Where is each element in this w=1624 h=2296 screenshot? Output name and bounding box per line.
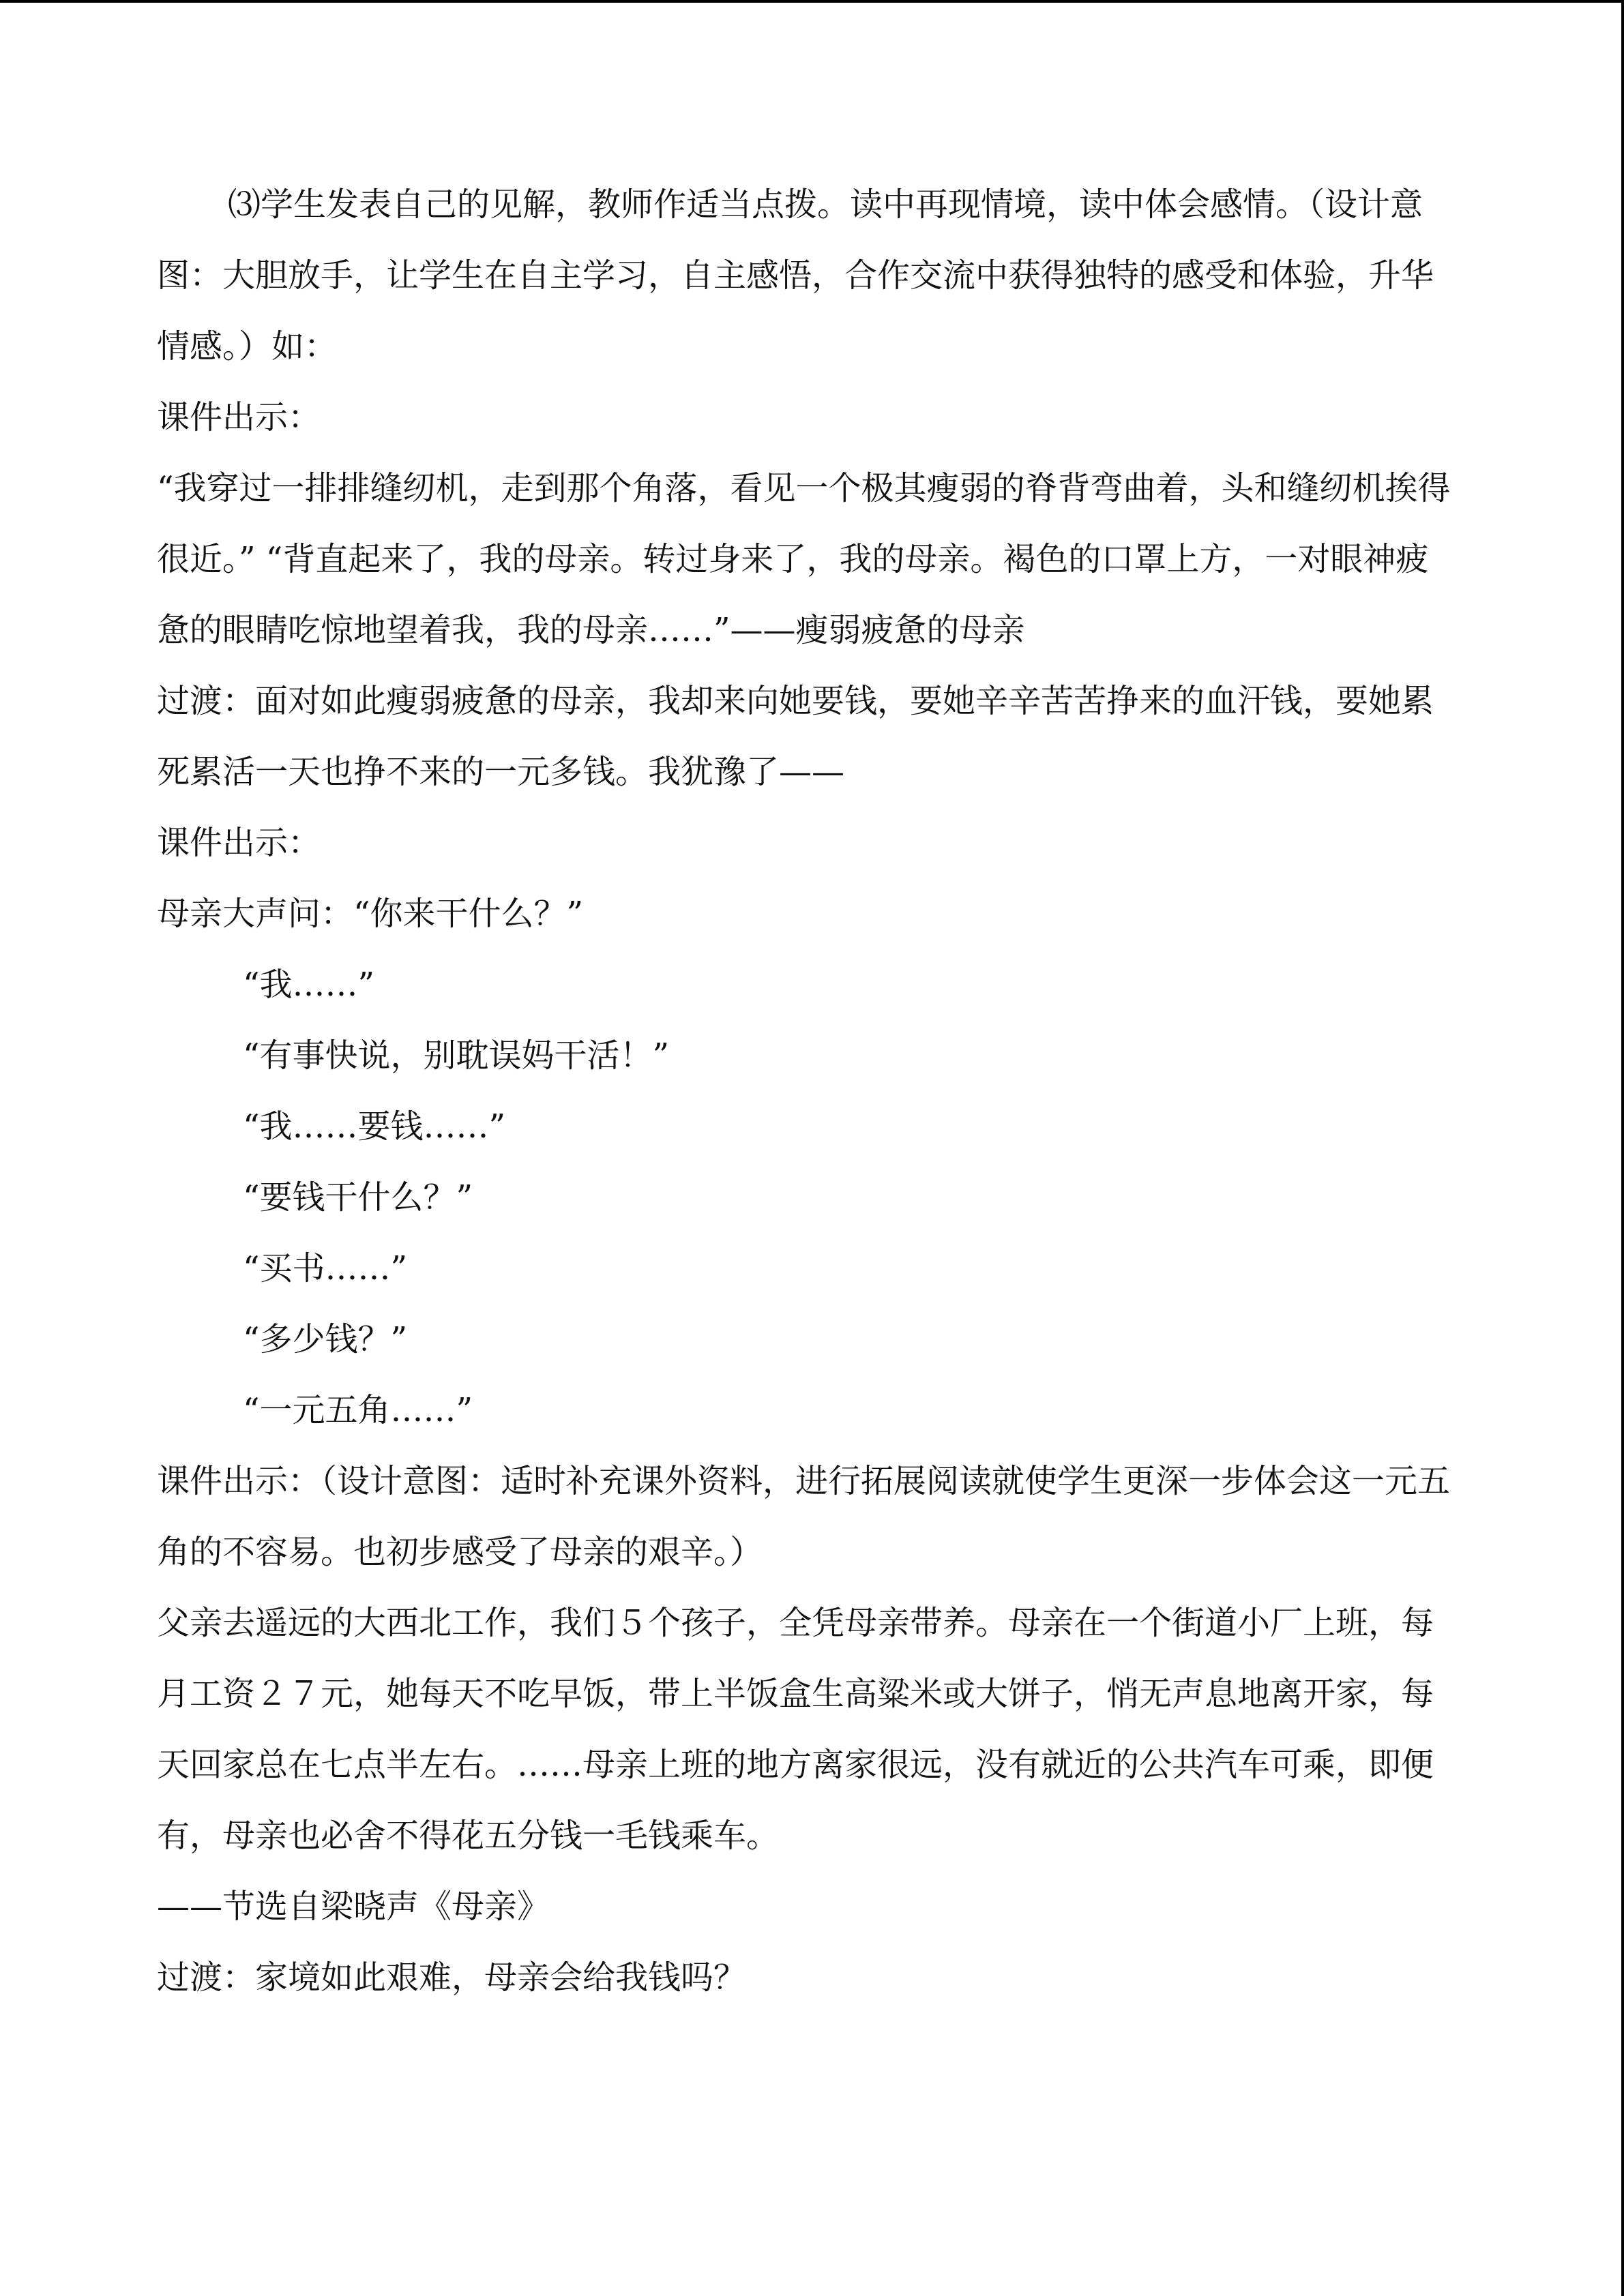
- courseware-label: 课件出示：: [157, 824, 321, 862]
- paragraph-student-views: ⑶学生发表自己的见解，教师作适当点拨。读中再现情境，读中体会感情。（设计意图：大胆放手，让学生在自主学习，自主感悟，合作交流中获得独特的感受和体验，升华情感。）如：: [157, 185, 1434, 366]
- dialog-line: “要钱干什么？”: [243, 1178, 473, 1217]
- dialog-line: “买书……”: [243, 1249, 408, 1287]
- transition-paragraph: 过渡：面对如此瘦弱疲惫的母亲，我却来向她要钱，要她辛辛苦苦挣来的血汗钱，要她累死累活一天也挣不来的一元多钱。我犹豫了——: [157, 682, 1434, 791]
- quote-mother-description: “我穿过一排排缝纫机，走到那个角落，看见一个极其瘦弱的脊背弯曲着，头和缝纫机挨得很近。” “背直起来了，我的母亲。转过身来了，我的母亲。褐色的口罩上方，一对眼神疲惫的眼睛吃惊地望着我，我的母亲……”——瘦弱疲惫的母亲: [157, 469, 1451, 649]
- page-right-border: [1621, 0, 1624, 2296]
- dialog-line: “多少钱？”: [243, 1320, 408, 1358]
- dialog-line: “我……”: [243, 966, 375, 1004]
- excerpt-source: ——节选自梁晓声《母亲》: [157, 1888, 550, 1926]
- dialog-line: 母亲大声问：“你来干什么？”: [157, 895, 584, 933]
- dialog-line: “我……要钱……”: [243, 1107, 506, 1146]
- transition-question: 过渡：家境如此艰难，母亲会给我钱吗？: [157, 1958, 747, 1997]
- page-top-border: [0, 0, 1624, 3]
- document-body: [157, 169, 1456, 2013]
- excerpt-paragraph: 父亲去遥远的大西北工作，我们５个孩子，全凭母亲带养。母亲在一个街道小厂上班，每月工资２７元，她每天不吃早饭，带上半饭盒生高粱米或大饼子，悄无声息地离开家，每天回家总在七点半左右。……母亲上班的地方离家很远，没有就近的公共汽车可乘，即便有，母亲也必舍不得花五分钱一毛钱乘车。: [157, 1604, 1434, 1855]
- dialog-line: “一元五角……”: [243, 1391, 473, 1429]
- courseware-design-note: 课件出示：（设计意图：适时补充课外资料，进行拓展阅读就使学生更深一步体会这一元五角的不容易。也初步感受了母亲的艰辛。）: [157, 1462, 1451, 1571]
- dialog-line: “有事快说，别耽误妈干活！”: [243, 1037, 670, 1075]
- courseware-label: 课件出示：: [157, 398, 321, 436]
